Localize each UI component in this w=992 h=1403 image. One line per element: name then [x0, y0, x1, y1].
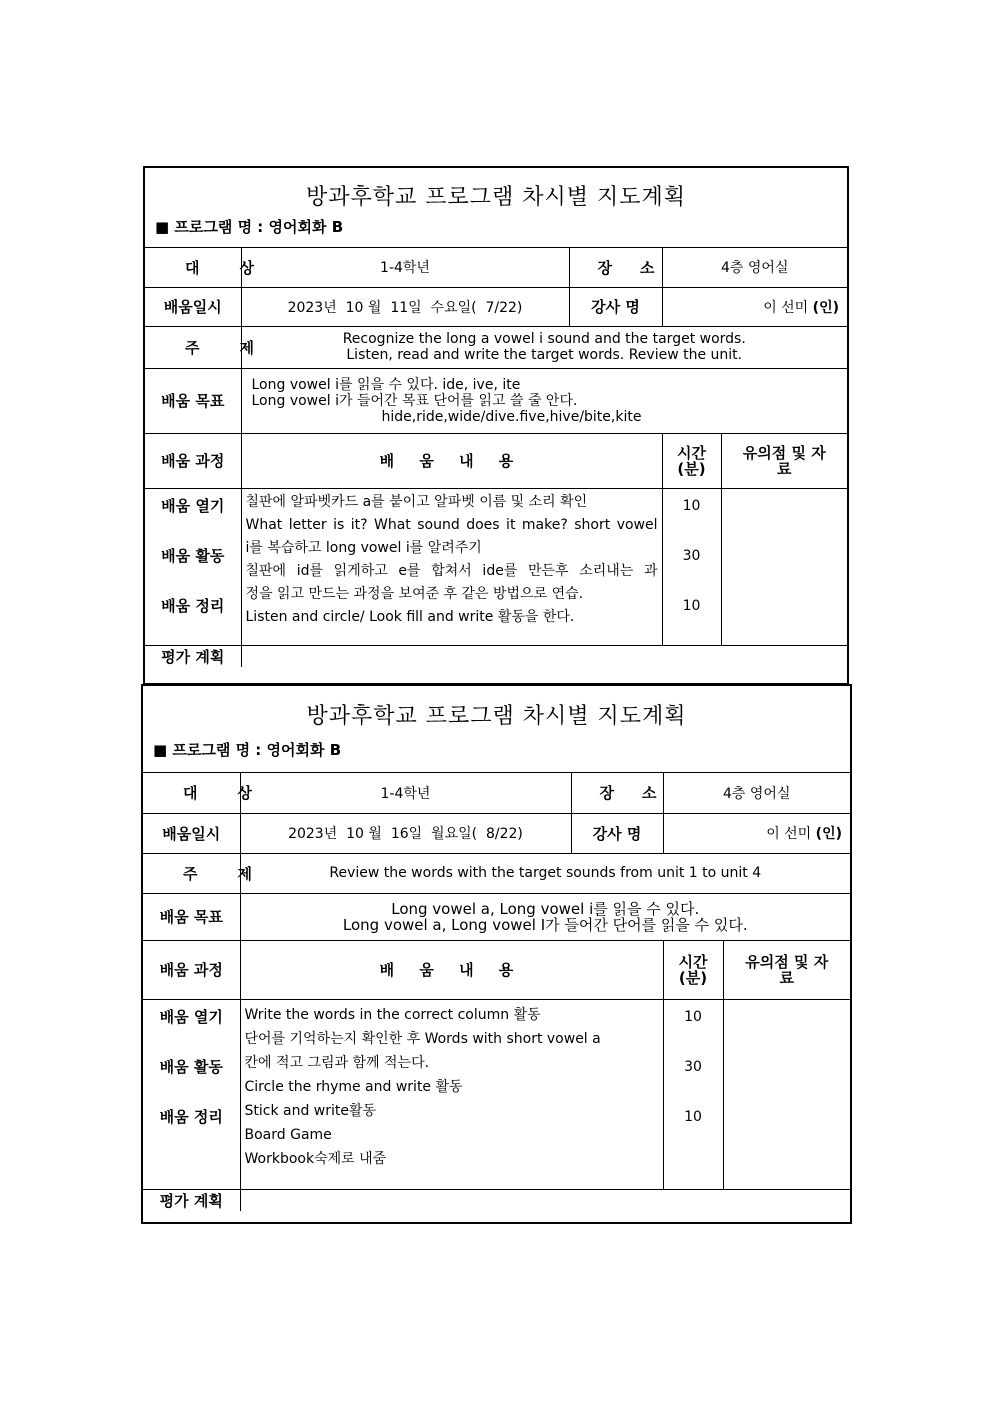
time-value: 10 — [682, 497, 701, 514]
stage-list — [145, 488, 241, 645]
place-label: 장소 — [569, 248, 662, 287]
target-label: 대상 — [145, 248, 241, 287]
lesson-plan-1 — [143, 166, 849, 685]
plan-table — [145, 248, 847, 667]
topic-value — [240, 853, 850, 893]
plan-title: 방과후학교 프로그램 차시별 지도계획 — [305, 185, 686, 210]
content-line: 단어를 기억하는지 확인한 후 Words with short vowel a — [244, 1030, 601, 1047]
lesson-content — [241, 488, 662, 645]
topic-line: Listen, read and write the target words. Review the unit. — [346, 347, 743, 363]
target-label: 대상 — [143, 773, 240, 813]
stage-open: 배움 열기 — [161, 496, 225, 515]
lesson-plan-2 — [141, 684, 852, 1224]
time-list — [663, 999, 723, 1189]
topic-label: 주제 — [143, 853, 240, 893]
topic-value — [241, 326, 847, 368]
lesson-content — [240, 999, 663, 1189]
instructor-value — [663, 813, 850, 853]
content-line: 정을 읽고 만드는 과정을 보여준 후 같은 방법으로 연습. — [245, 585, 584, 602]
instructor-label: 강사 명 — [571, 813, 663, 853]
topic-label: 주제 — [145, 326, 241, 368]
content-line: 칸에 적고 그림과 함께 적는다. — [244, 1054, 430, 1071]
process-label: 배움 과정 — [143, 940, 240, 999]
stage-wrapup: 배움 정리 — [159, 1107, 223, 1126]
place-value: 4층 영어실 — [662, 248, 847, 287]
stage-activity: 배움 활동 — [159, 1057, 223, 1076]
goal-line: Long vowel i가 들어간 목표 단어를 읽고 쓸 줄 안다. — [251, 392, 578, 409]
instructor-seal: (인) — [815, 826, 842, 842]
content-line: Write the words in the correct column 활동 — [244, 1006, 541, 1023]
stage-activity: 배움 활동 — [161, 546, 225, 565]
content-line: Stick and write활동 — [244, 1102, 377, 1119]
time-value: 10 — [682, 597, 701, 614]
content-line: Listen and circle/ Look fill and write 활동을 한다. — [245, 608, 575, 625]
instructor-value — [662, 287, 847, 326]
plan-table — [143, 773, 850, 1211]
content-header: 배 움 내 용 — [241, 433, 662, 488]
stage-list — [143, 999, 240, 1189]
goal-label: 배움 목표 — [145, 368, 241, 433]
time-value: 30 — [682, 547, 701, 564]
notes-cell — [723, 999, 850, 1189]
plan-title: 방과후학교 프로그램 차시별 지도계획 — [306, 704, 687, 729]
time-list — [662, 488, 721, 645]
eval-value — [240, 1189, 850, 1211]
notes-header: 유의점 및 자료 — [721, 433, 847, 488]
goal-line: Long vowel a, Long vowel i를 읽을 수 있다. — [391, 899, 700, 918]
target-value: 1-4학년 — [240, 773, 571, 813]
instructor-seal: (인) — [812, 299, 839, 316]
goal-value — [241, 368, 847, 433]
topic-line: Review the words with the target sounds from unit 1 to unit 4 — [329, 865, 762, 881]
goal-line: Long vowel a, Long vowel I가 들어간 단어를 읽을 수 있다. — [342, 915, 748, 934]
content-line: What letter is it? What sound does it make? short vowel — [245, 516, 658, 533]
topic-line: Recognize the long a vowel i sound and the target words. — [342, 331, 746, 347]
place-label: 장소 — [571, 773, 663, 813]
eval-label: 평가 계획 — [145, 645, 241, 667]
content-line: Workbook숙제로 내줌 — [244, 1150, 387, 1167]
stage-open: 배움 열기 — [159, 1007, 223, 1026]
time-value: 10 — [684, 1008, 702, 1025]
instructor-name: 이 선미 — [766, 826, 812, 842]
eval-label: 평가 계획 — [143, 1189, 240, 1211]
content-header: 배 움 내 용 — [240, 940, 663, 999]
plan-header — [143, 686, 850, 773]
program-name: ■ 프로그램 명 : 영어회화 B — [153, 741, 342, 759]
date-value: 2023년 10 월 16일 월요일( 8/22) — [240, 813, 571, 853]
date-label: 배움일시 — [145, 287, 241, 326]
program-name: ■ 프로그램 명 : 영어회화 B — [155, 218, 344, 236]
eval-value — [241, 645, 847, 667]
content-line: 칠판에 알파벳카드 a를 붙이고 알파벳 이름 및 소리 확인 — [245, 493, 588, 510]
date-value: 2023년 10 월 11일 수요일( 7/22) — [241, 287, 569, 326]
place-value: 4층 영어실 — [663, 773, 850, 813]
goal-label: 배움 목표 — [143, 893, 240, 940]
goal-value — [240, 893, 850, 940]
instructor-name: 이 선미 — [763, 299, 809, 316]
date-label: 배움일시 — [143, 813, 240, 853]
time-header: 시간(분) — [663, 940, 723, 999]
content-line: i를 복습하고 long vowel i를 알려주기 — [245, 539, 482, 556]
stage-wrapup: 배움 정리 — [161, 596, 225, 615]
time-header: 시간(분) — [662, 433, 721, 488]
instructor-label: 강사 명 — [569, 287, 662, 326]
notes-header: 유의점 및 자료 — [723, 940, 850, 999]
process-label: 배움 과정 — [145, 433, 241, 488]
goal-line: Long vowel i를 읽을 수 있다. ide, ive, ite — [251, 376, 521, 393]
goal-line: hide,ride,wide/dive.five,hive/bite,kite — [381, 408, 642, 425]
content-line: Circle the rhyme and write 활동 — [244, 1078, 463, 1095]
plan-header — [145, 168, 847, 248]
content-line: Board Game — [244, 1126, 332, 1143]
time-value: 10 — [684, 1108, 702, 1125]
time-value: 30 — [684, 1058, 702, 1075]
target-value: 1-4학년 — [241, 248, 569, 287]
content-line: 칠판에 id를 읽게하고 e를 합쳐서 ide를 만든후 소리내는 과 — [245, 562, 658, 579]
notes-cell — [721, 488, 847, 645]
